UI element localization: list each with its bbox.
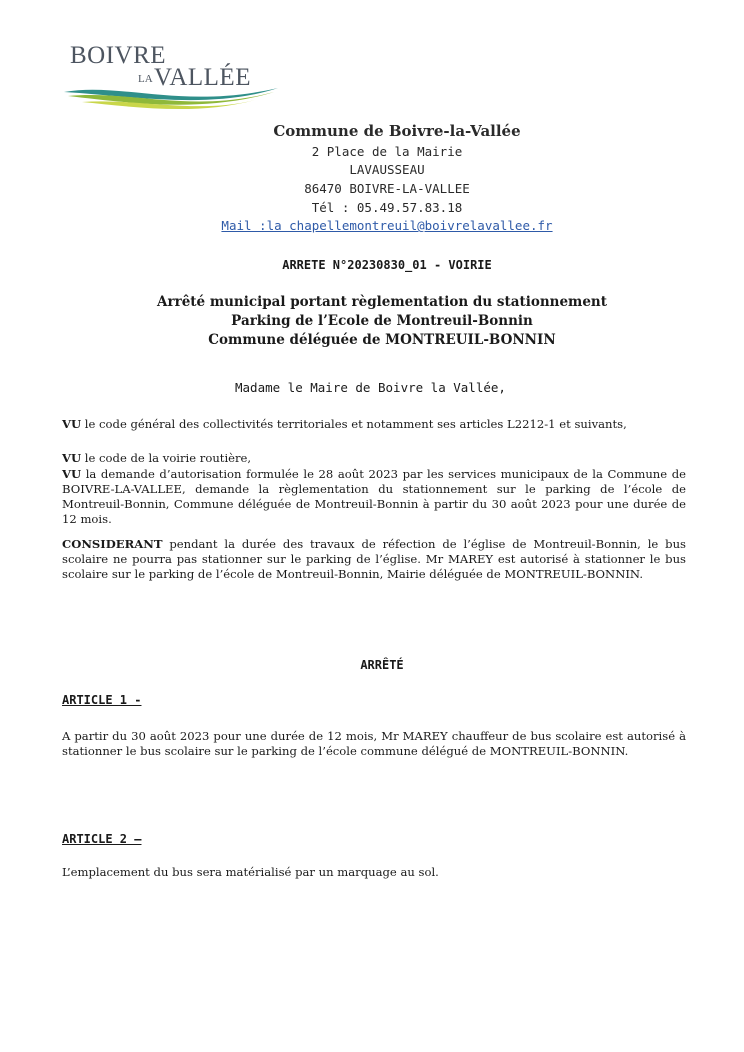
title-line-2: Parking de l’Ecole de Montreuil-Bonnin xyxy=(231,313,533,329)
address-line-3: 86470 BOIVRE-LA-VALLEE xyxy=(304,181,470,196)
article-1-text: A partir du 30 août 2023 pour une durée de 12 mois, Mr MAREY chauffeur de bus scolaire est autorisé à stationner le bus scolaire sur le parking de l’école commune délégué de MONTREUIL-BONNIN. xyxy=(62,729,686,758)
title-line-3: Commune déléguée de MONTREUIL-BONNIN xyxy=(208,332,556,348)
arrete-heading: ARRÊTÉ xyxy=(360,658,404,672)
vu-keyword: VU xyxy=(62,417,82,431)
consideration-vu-2 xyxy=(62,451,686,466)
consideration-considerant xyxy=(62,537,686,582)
vu-keyword: VU xyxy=(62,467,82,481)
arrete-number: ARRETE N°20230830_01 - VOIRIE xyxy=(282,258,492,272)
article-2-heading: ARTICLE 2 – xyxy=(62,832,142,846)
vu-text: le code de la voirie routière, xyxy=(81,451,252,465)
address-line-1: 2 Place de la Mairie xyxy=(311,144,463,159)
address-line-2: LAVAUSSEAU xyxy=(349,162,425,177)
considerant-keyword: CONSIDERANT xyxy=(62,537,163,551)
vu-text: la demande d’autorisation formulée le 28 août 2023 par les services municipaux de la Commune de BOIVRE-LA-VALLEE, demande la règlementation du stationnement sur le parking de l’école de Montreuil-Bonnin, Commune déléguée de Montreuil-Bonnin à partir du 30 août 2023 pour une durée de 12 mois. xyxy=(62,467,686,526)
logo-waves-icon xyxy=(62,80,282,116)
commune-logo xyxy=(62,40,282,120)
email-link[interactable]: Mail :la chapellemontreuil@boivrelavallee.fr xyxy=(221,218,553,233)
title-line-1: Arrêté municipal portant règlementation du stationnement xyxy=(157,294,607,310)
commune-name: Commune de Boivre-la-Vallée xyxy=(273,122,521,140)
phone-number: Tél : 05.49.57.83.18 xyxy=(311,200,463,215)
document-title xyxy=(0,293,744,350)
logo-word-vallee: VALLÉE xyxy=(154,64,251,91)
consideration-vu-1 xyxy=(62,417,686,432)
logo-word-la: LA xyxy=(138,73,153,85)
considerant-text: pendant la durée des travaux de réfection de l’église de Montreuil-Bonnin, le bus scolaire ne pourra pas stationner sur le parking de l’église. Mr MAREY est autorisé à stationner le bus scolaire sur le parking de l’école de Montreuil-Bonnin, Mairie déléguée de MONTREUIL-BONNIN. xyxy=(62,537,686,581)
vu-text: le code général des collectivités territoriales et notamment ses articles L2212-1 et suivants, xyxy=(81,417,627,431)
consideration-vu-3 xyxy=(62,467,686,527)
article-1-heading: ARTICLE 1 - xyxy=(62,693,142,707)
vu-keyword: VU xyxy=(62,451,82,465)
article-2-text: L’emplacement du bus sera matérialisé par un marquage au sol. xyxy=(62,865,439,879)
salutation: Madame le Maire de Boivre la Vallée, xyxy=(235,380,506,395)
logo-word-boivre: BOIVRE xyxy=(70,42,167,69)
